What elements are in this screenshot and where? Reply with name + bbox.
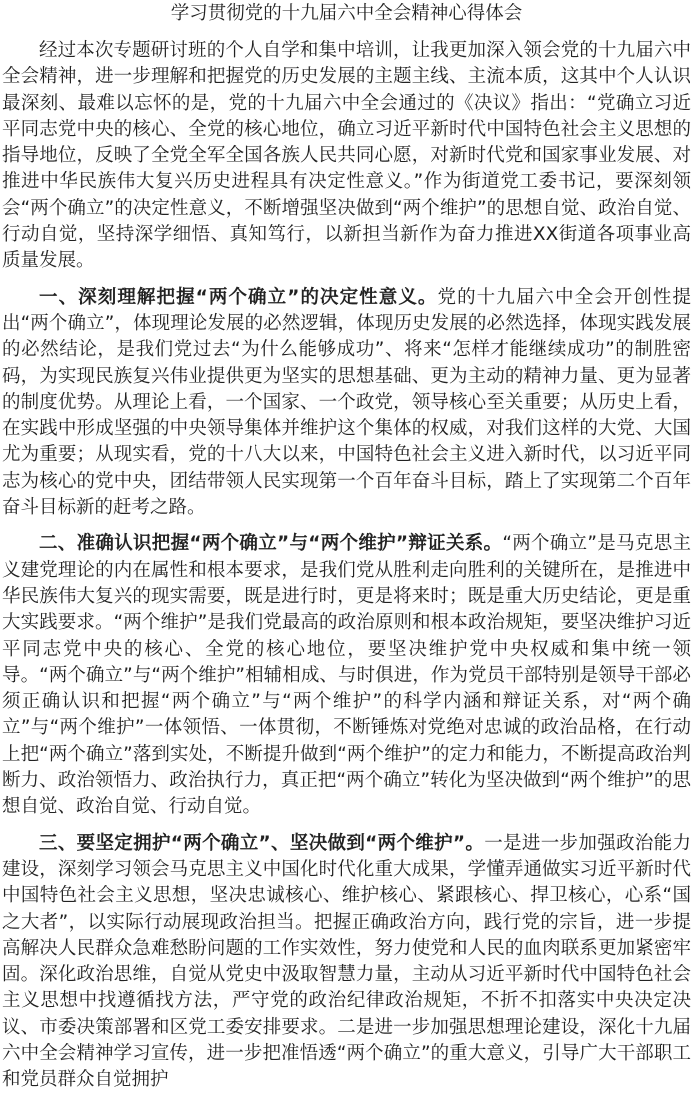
paragraph-section-1	[2, 285, 691, 522]
section-heading: 三、要坚定拥护“两个确立”、坚决做到“两个维护”。	[39, 832, 485, 854]
paragraph-intro	[2, 38, 691, 275]
document-title: 学习贯彻党的十九届六中全会精神心得体会	[170, 3, 523, 24]
section-heading: 一、深刻理解把握“两个确立”的决定性意义。	[39, 286, 438, 308]
paragraph-section-3	[2, 831, 691, 1094]
paragraph-text: 一是进一步加强政治能力建设，深刻学习领会马克思主义中国化时代化重大成果，学懂弄通做实习近平新时代中国特色社会主义思想，坚决忠诚核心、维护核心、紧跟核心、捍卫核心，心系“国之大者”，以实际行动展现政治担当。把握正确政治方向，践行党的宗旨，进一步提高解决人民群众急难愁盼问题的工作实效性，努力使党和人民的血肉联系更加紧密牢固。深化政治思维，自觉从党史中汲取智慧力量，主动从习近平新时代中国特色社会主义思想中找遵循找方法，严守党的政治纪律政治规矩，不折不扣落实中央决定决议、市委决策部署和区党工委安排要求。二是进一步加强思想理论建设，深化十九届六中全会精神学习宣传，进一步把准悟透“两个确立”的重大意义，引导广大干部职工和党员群众自觉拥护	[2, 832, 691, 1091]
section-heading: 二、准确认识把握“两个确立”与“两个维护”辩证关系。	[39, 533, 503, 555]
paragraph-section-2	[2, 531, 691, 820]
paragraph-text: “两个确立”是马克思主义建党理论的内在属性和根本要求，是我们党从胜利走向胜利的关键所在，是推进中华民族伟大复兴的现实需要，既是进行时，更是将来时；既是重大历史结论，更是重大实践要求。“两个维护”是我们党最高的政治原则和根本政治规矩，要坚决维护习近平同志党中央的核心、全党的核心地位，要坚决维护党中央权威和集中统一领导。“两个确立”与“两个维护”相辅相成、与时俱进，作为党员干部特别是领导干部必须正确认识和把握“两个确立”与“两个维护”的科学内涵和辩证关系，对“两个确立”与“两个维护”一体领悟、一体贯彻，不断锤炼对党绝对忠诚的政治品格，在行动上把“两个确立”落到实处，不断提升做到“两个维护”的定力和能力，不断提高政治判断力、政治领悟力、政治执行力，真正把“两个确立”转化为坚决做到“两个维护”的思想自觉、政治自觉、行动自觉。	[2, 533, 691, 818]
paragraph-text: 经过本次专题研讨班的个人自学和集中培训，让我更加深入领会党的十九届六中全会精神，进一步理解和把握党的历史发展的主题主线、主流本质，这其中个人认识最深刻、最难以忘怀的是，党的十九届六中全会通过的《决议》指出：“党确立习近平同志党中央的核心、全党的核心地位，确立习近平新时代中国特色社会主义思想的指导地位，反映了全党全军全国各族人民共同心愿，对新时代党和国家事业发展、对推进中华民族伟大复兴历史进程具有决定性意义。”作为街道党工委书记，要深刻领会“两个确立”的决定性意义，不断增强坚决做到“两个维护”的思想自觉、政治自觉、行动自觉，坚持深学细悟、真知笃行，以新担当新作为奋力推进XX街道各项事业高质量发展。	[2, 40, 691, 272]
paragraph-text: 党的十九届六中全会开创性提出“两个确立”，体现理论发展的必然逻辑，体现历史发展的必然选择，体现实践发展的必然结论，是我们党过去“为什么能够成功”、将来“怎样才能继续成功”的制胜密码，为实现民族复兴伟业提供更为坚实的思想基础、更为主动的精神力量、更为显著的制度优势。从理论上看，一个国家、一个政党，领导核心至关重要；从历史上看，在实践中形成坚强的中央领导集体并维护这个集体的权威，对我们这样的大党、大国尤为重要；从现实看，党的十八大以来，中国特色社会主义进入新时代，以习近平同志为核心的党中央，团结带领人民实现第一个百年奋斗目标，踏上了实现第二个百年奋斗目标新的赶考之路。	[2, 286, 691, 519]
